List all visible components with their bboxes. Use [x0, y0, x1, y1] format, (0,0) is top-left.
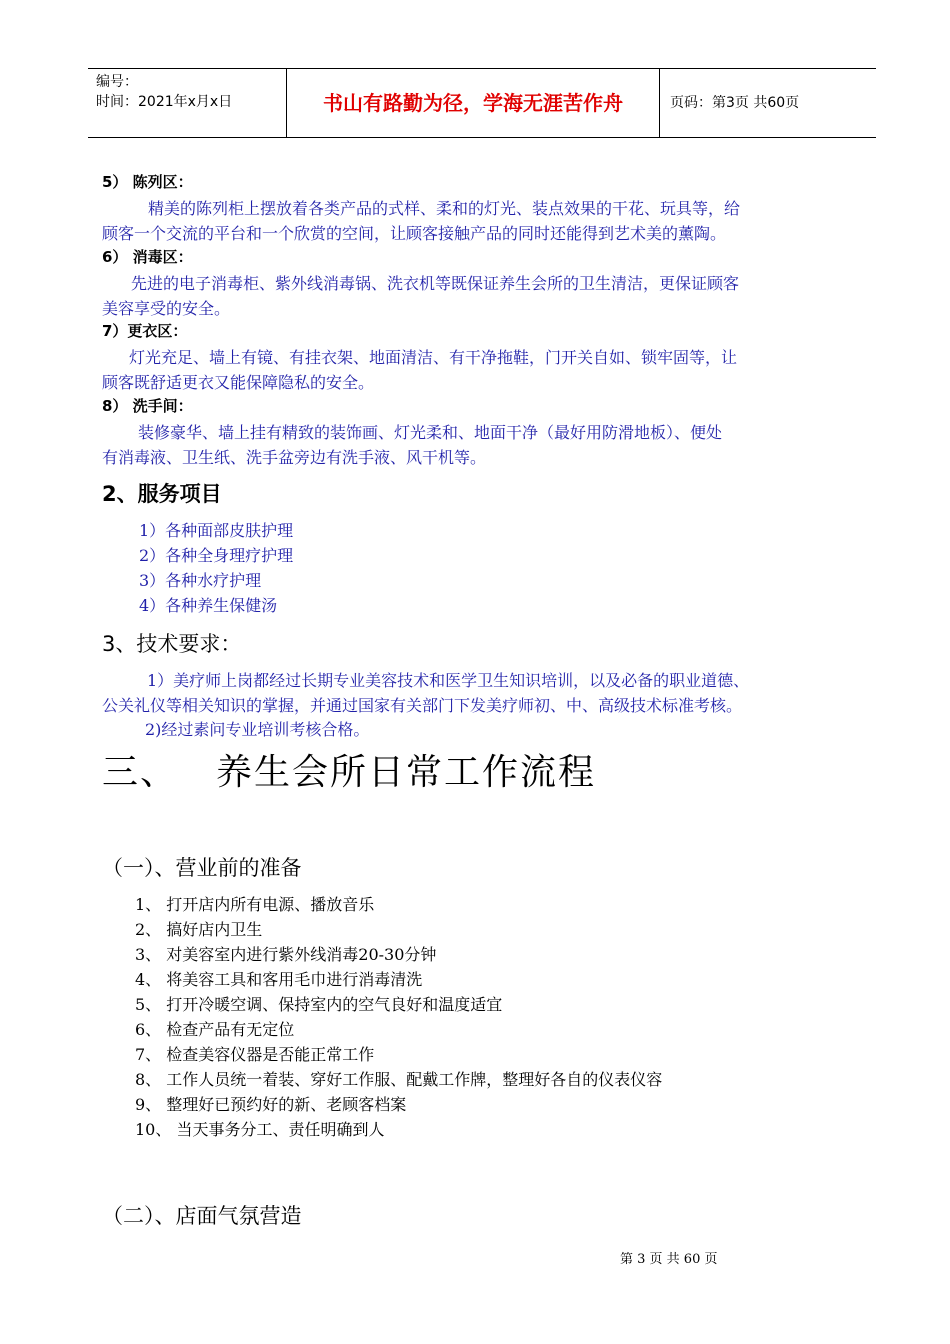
prep-item: 7、 检查美容仪器是否能正常工作 [135, 1045, 375, 1064]
service-item: 1）各种面部皮肤护理 [139, 521, 294, 540]
doc-date-label: 时间：2021年x月x日 [96, 94, 233, 110]
area-text: 美容享受的安全。 [102, 299, 231, 318]
prep-item: 1、 打开店内所有电源、播放音乐 [135, 895, 375, 914]
prep-item: 3、 对美容室内进行紫外线消毒20-30分钟 [135, 945, 437, 964]
prep-item: 9、 整理好已预约好的新、老顾客档案 [135, 1095, 407, 1114]
area-label-display: 5） 陈列区： [102, 173, 193, 191]
header-motto-cell [287, 69, 660, 137]
area-text: 有消毒液、卫生纸、洗手盆旁边有洗手液、风干机等。 [102, 448, 487, 467]
service-item: 4）各种养生保健汤 [139, 596, 278, 615]
prep-item: 2、 搞好店内卫生 [135, 920, 263, 939]
prep-item: 8、 工作人员统一着装、穿好工作服、配戴工作牌，整理好各自的仪表仪容 [135, 1070, 663, 1089]
area-text: 精美的陈列柜上摆放着各类产品的式样、柔和的灯光、装点效果的干花、玩具等，给 [148, 199, 741, 218]
doc-number-label: 编号： [96, 74, 138, 90]
tech-text: 1）美疗师上岗都经过长期专业美容技术和医学卫生知识培训，以及必备的职业道德、 [147, 671, 750, 690]
atmos-heading: （二）、店面气氛营造 [102, 1204, 302, 1228]
header-motto: 书山有路勤为径，学海无涯苦作舟 [323, 91, 623, 115]
service-item: 3）各种水疗护理 [139, 571, 262, 590]
tech-text: 公关礼仪等相关知识的掌握，并通过国家有关部门下发美疗师初、中、高级技术标准考核。 [102, 696, 743, 715]
prep-heading: （一）、营业前的准备 [102, 856, 302, 880]
area-text: 装修豪华、墙上挂有精致的装饰画、灯光柔和、地面干净（最好用防滑地板）、便处 [138, 423, 723, 442]
header-page-cell [660, 69, 876, 137]
prep-item: 10、 当天事务分工、责任明确到人 [135, 1120, 385, 1139]
area-text: 顾客一个交流的平台和一个欣赏的空间，让顾客接触产品的同时还能得到艺术美的薰陶。 [102, 224, 727, 243]
header-meta-cell [88, 69, 287, 137]
area-text: 灯光充足、墙上有镜、有挂衣架、地面清洁、有干净拖鞋，门开关自如、锁牢固等，让 [129, 348, 738, 367]
footer-page-number: 第 3 页 共 60 页 [620, 1252, 718, 1267]
prep-item: 4、 将美容工具和客用毛巾进行消毒清洗 [135, 970, 423, 989]
service-item: 2）各种全身理疗护理 [139, 546, 294, 565]
section-title: 养生会所日常工作流程 [216, 752, 597, 793]
prep-item: 6、 检查产品有无定位 [135, 1020, 295, 1039]
tech-heading: 3、技术要求： [102, 632, 242, 656]
header-page-label: 页码：第3页 共60页 [670, 95, 800, 111]
area-label-restroom: 8） 洗手间： [102, 397, 193, 415]
area-text: 顾客既舒适更衣又能保障隐私的安全。 [102, 373, 375, 392]
tech-text: 2)经过素问专业培训考核合格。 [145, 720, 370, 739]
services-heading: 2、服务项目 [102, 482, 222, 506]
area-label-changing: 7）更衣区： [102, 322, 188, 340]
area-label-disinfect: 6） 消毒区： [102, 248, 193, 266]
page-header [88, 68, 876, 138]
prep-item: 5、 打开冷暖空调、保持室内的空气良好和温度适宜 [135, 995, 503, 1014]
area-text: 先进的电子消毒柜、紫外线消毒锅、洗衣机等既保证养生会所的卫生清洁，更保证顾客 [131, 274, 740, 293]
section-number: 三、 [102, 752, 179, 793]
